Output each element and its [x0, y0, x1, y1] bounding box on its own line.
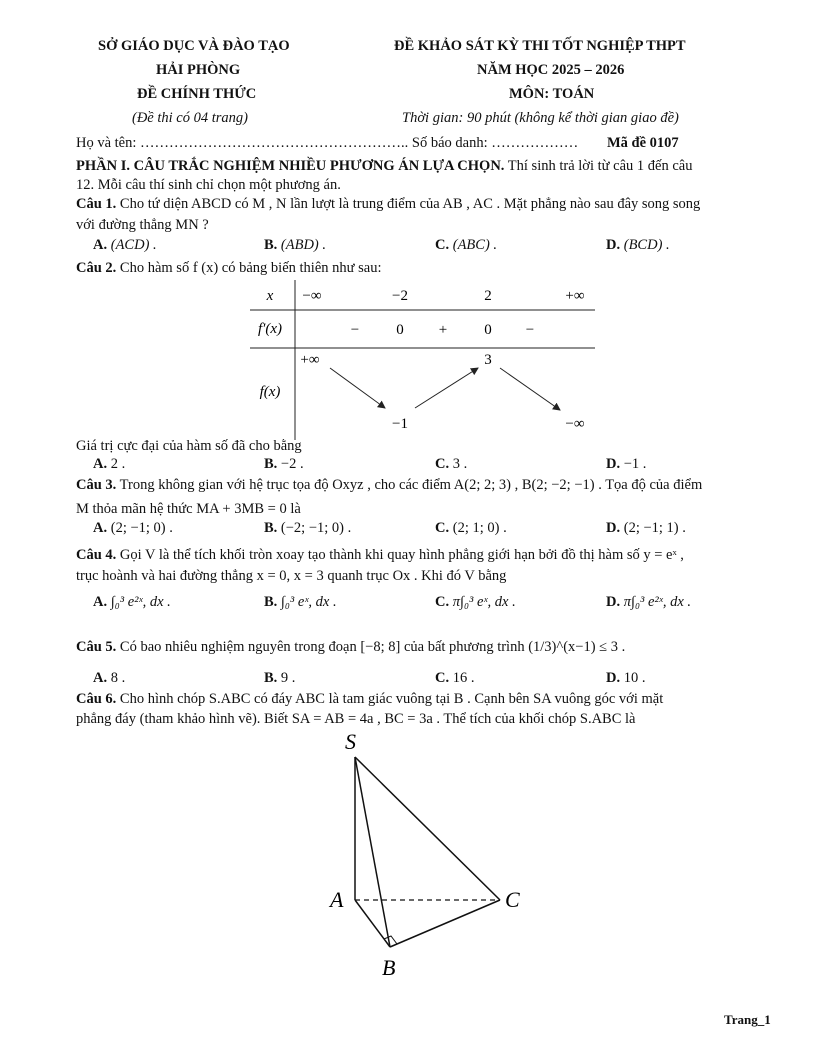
q5-option-c[interactable] [435, 670, 474, 687]
exam-code: Mã đề 0107 [607, 135, 679, 151]
option-label: B. [264, 456, 278, 472]
q2-option-a[interactable] [93, 456, 125, 473]
function-value: 3 [484, 352, 492, 368]
vertex-B: B [382, 955, 396, 980]
question-4-text-2: trục hoành và hai đường thẳng x = 0, x = 3 quanh trục Ox . Khi đó V bằng [76, 568, 507, 584]
question-text: Cho hàm số f (x) có bảng biến thiên như sau: [116, 260, 382, 276]
x-value: −∞ [302, 288, 322, 304]
option-label: D. [606, 237, 621, 253]
option-label: B. [264, 520, 278, 536]
part1-instruction-2: 12. Mỗi câu thí sinh chỉ chọn một phương án. [76, 177, 341, 193]
question-label: Câu 2. [76, 260, 117, 276]
option-text: (2; −1; 0) . [110, 520, 173, 536]
option-label: A. [93, 237, 108, 253]
option-label: A. [93, 670, 108, 686]
option-text: π∫₀³ eˣ, dx . [452, 594, 516, 610]
vertex-C: C [505, 887, 520, 912]
city-name: HẢI PHÒNG [156, 62, 241, 78]
q5-option-a[interactable] [93, 670, 125, 687]
time-limit: Thời gian: 90 phút (không kể thời gian giao đề) [402, 110, 679, 126]
function-value: +∞ [300, 352, 320, 368]
department-name: SỞ GIÁO DỤC VÀ ĐÀO TẠO [98, 38, 290, 54]
option-label: D. [606, 670, 621, 686]
question-label: Câu 6. [76, 691, 117, 707]
question-3-text-2: M thỏa mãn hệ thức MA + 3MB = 0 là [76, 501, 301, 517]
x-value: +∞ [565, 288, 585, 304]
question-text: Cho hình chóp S.ABC có đáy ABC là tam giác vuông tại B . Cạnh bên SA vuông góc với mặt [116, 691, 664, 707]
x-label: x [266, 288, 274, 304]
option-text: 10 . [623, 670, 646, 686]
option-label: D. [606, 594, 621, 610]
option-label: A. [93, 456, 108, 472]
vertex-A: A [330, 887, 344, 912]
variation-table [250, 280, 600, 440]
derivative-sign: + [438, 322, 448, 338]
pyramid-figure [320, 725, 540, 985]
question-5 [76, 638, 776, 656]
option-label: D. [606, 456, 621, 472]
question-text: Cho tứ diện ABCD có M , N lần lượt là trung điểm của AB , AC . Mặt phẳng nào sau đây song song [116, 196, 701, 212]
q1-option-b[interactable] [264, 237, 326, 254]
official-label: ĐỀ CHÍNH THỨC [137, 86, 257, 102]
option-label: B. [264, 594, 278, 610]
question-1 [76, 195, 776, 213]
option-text: ∫₀³ eˣ, dx . [280, 594, 337, 610]
decreasing-arrow [330, 368, 385, 408]
option-text: −2 . [280, 456, 304, 472]
part1-instruction: Thí sinh trả lời từ câu 1 đến câu [504, 158, 693, 174]
option-label: C. [435, 670, 450, 686]
option-text: (2; −1; 1) . [623, 520, 686, 536]
increasing-arrow [415, 368, 478, 408]
school-year: NĂM HỌC 2025 – 2026 [477, 62, 625, 78]
q1-option-c[interactable] [435, 237, 497, 254]
option-text: 9 . [280, 670, 296, 686]
part1-heading [76, 157, 776, 175]
option-text: (−2; −1; 0) . [280, 520, 352, 536]
function-value: −∞ [565, 416, 585, 432]
question-text: Trong không gian với hệ trục tọa độ Oxyz , cho các điểm A(2; 2; 3) , B(2; −2; −1) . Tọa độ của điểm [116, 477, 703, 493]
q4-option-c[interactable] [435, 594, 516, 611]
question-label: Câu 5. [76, 639, 117, 655]
decreasing-arrow [500, 368, 560, 410]
function-label: f(x) [259, 384, 281, 400]
page-number: Trang_1 [724, 1012, 771, 1027]
edge-BC [390, 900, 500, 947]
question-1-text-2: với đường thẳng MN ? [76, 217, 209, 233]
question-6 [76, 690, 776, 708]
option-text: 3 . [452, 456, 468, 472]
option-text: 8 . [110, 670, 126, 686]
derivative-sign: 0 [396, 322, 404, 338]
derivative-sign: − [525, 322, 535, 338]
student-info-line: Họ và tên: ……………………………………………….. Số báo danh: ……………… [76, 135, 579, 151]
question-3 [76, 476, 776, 494]
q3-option-d[interactable] [606, 520, 686, 537]
option-label: C. [435, 456, 450, 472]
option-label: B. [264, 670, 278, 686]
option-text: (BCD) . [623, 237, 670, 253]
question-label: Câu 3. [76, 477, 117, 493]
question-2-prompt: Giá trị cực đại của hàm số đã cho bằng [76, 438, 302, 454]
option-text: (ACD) . [110, 237, 157, 253]
q2-option-b[interactable] [264, 456, 304, 473]
q2-option-d[interactable] [606, 456, 646, 473]
derivative-label: f′(x) [257, 321, 283, 337]
q3-option-b[interactable] [264, 520, 351, 537]
question-2 [76, 259, 776, 277]
edge-AB [355, 900, 390, 947]
q4-option-d[interactable] [606, 594, 691, 611]
page-count-note: (Đề thi có 04 trang) [132, 110, 248, 126]
q1-option-a[interactable] [93, 237, 157, 254]
option-text: 2 . [110, 456, 126, 472]
option-label: A. [93, 594, 108, 610]
subject: MÔN: TOÁN [509, 86, 595, 102]
option-label: C. [435, 237, 450, 253]
option-text: −1 . [623, 456, 647, 472]
option-label: C. [435, 594, 450, 610]
q5-option-b[interactable] [264, 670, 295, 687]
option-label: C. [435, 520, 450, 536]
function-value: −1 [392, 416, 408, 432]
x-value: 2 [484, 288, 492, 304]
q5-option-d[interactable] [606, 670, 645, 687]
option-text: 16 . [452, 670, 475, 686]
exam-title: ĐỀ KHẢO SÁT KỲ THI TỐT NGHIỆP THPT [394, 38, 686, 54]
q4-option-b[interactable] [264, 594, 337, 611]
derivative-sign: 0 [484, 322, 492, 338]
option-text: ∫₀³ e²ˣ, dx . [110, 594, 171, 610]
q3-option-c[interactable] [435, 520, 507, 537]
question-text: Gọi V là thể tích khối tròn xoay tạo thành khi quay hình phẳng giới hạn bởi đồ thị hàm số y = eˣ , [116, 547, 684, 563]
option-label: D. [606, 520, 621, 536]
option-label: B. [264, 237, 278, 253]
question-4 [76, 546, 776, 564]
q3-option-a[interactable] [93, 520, 173, 537]
option-text: (ABC) . [452, 237, 498, 253]
q2-option-c[interactable] [435, 456, 467, 473]
part1-title: PHẦN I. CÂU TRẮC NGHIỆM NHIỀU PHƯƠNG ÁN LỰA CHỌN. [76, 158, 505, 174]
option-text: (2; 1; 0) . [452, 520, 507, 536]
derivative-sign: − [350, 322, 360, 338]
x-value: −2 [392, 288, 408, 304]
option-text: π∫₀³ e²ˣ, dx . [623, 594, 692, 610]
question-text: Có bao nhiêu nghiệm nguyên trong đoạn [−8; 8] của bất phương trình (1/3)^(x−1) ≤ 3 . [116, 639, 626, 655]
question-label: Câu 1. [76, 196, 117, 212]
q4-option-a[interactable] [93, 594, 171, 611]
q1-option-d[interactable] [606, 237, 670, 254]
question-6-text-2: phẳng đáy (tham khảo hình vẽ). Biết SA = AB = 4a , BC = 3a . Thể tích của khối chóp S.ABC là [76, 711, 636, 727]
vertex-S: S [345, 729, 356, 754]
question-label: Câu 4. [76, 547, 117, 563]
option-label: A. [93, 520, 108, 536]
option-text: (ABD) . [280, 237, 327, 253]
